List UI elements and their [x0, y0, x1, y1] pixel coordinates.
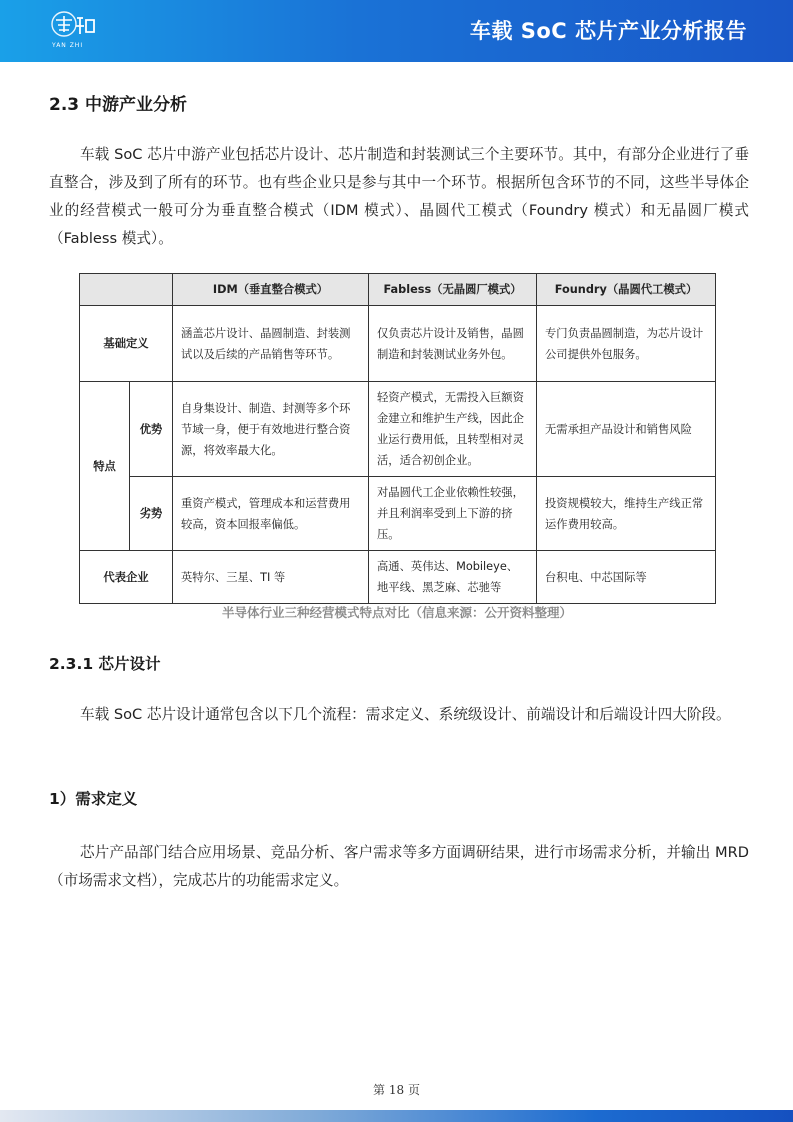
table-corner-cell	[80, 274, 173, 306]
step-heading: 1）需求定义	[49, 790, 138, 808]
table-cell: 对晶圆代工企业依赖性较强，并且利润率受到上下游的挤压。	[369, 477, 537, 551]
row-header-features: 特点	[80, 382, 130, 551]
page-header	[0, 0, 793, 62]
subsection-paragraph: 车载 SoC 芯片设计通常包含以下几个流程：需求定义、系统级设计、前端设计和后端设计四大阶段。	[80, 706, 731, 723]
table-cell: 轻资产模式，无需投入巨额资金建立和维护生产线，因此企业运行费用低，且转型相对灵活，适合初创企业。	[369, 382, 537, 477]
table-cell: 专门负责晶圆制造，为芯片设计公司提供外包服务。	[537, 306, 716, 382]
step-paragraph: 芯片产品部门结合应用场景、竞品分析、客户需求等多方面调研结果，进行市场需求分析，并输出 MRD（市场需求文档），完成芯片的功能需求定义。	[49, 844, 749, 889]
table-cell: 高通、英伟达、Mobileye、地平线、黑芝麻、芯驰等	[369, 551, 537, 604]
table-caption: 半导体行业三种经营模式特点对比（信息来源：公开资料整理）	[221, 605, 572, 620]
column-header-foundry: Foundry（晶圆代工模式）	[537, 274, 716, 306]
row-subheader-disadvantage: 劣势	[130, 477, 173, 551]
table-header-row	[80, 274, 716, 306]
business-model-comparison-table	[79, 273, 716, 604]
svg-text:YAN ZHI: YAN ZHI	[52, 42, 84, 49]
row-header-definition: 基础定义	[80, 306, 173, 382]
table-cell: 英特尔、三星、TI 等	[173, 551, 369, 604]
footer-bar	[0, 1110, 793, 1122]
table-row-definition	[80, 306, 716, 382]
row-header-companies: 代表企业	[80, 551, 173, 604]
table-row-advantage	[80, 382, 716, 477]
table-cell: 重资产模式，管理成本和运营费用较高，资本回报率偏低。	[173, 477, 369, 551]
report-title: 车载 SoC 芯片产业分析报告	[469, 19, 747, 43]
table-cell: 自身集设计、制造、封测等多个环节域一身，便于有效地进行整合资源，将效率最大化。	[173, 382, 369, 477]
table-cell: 仅负责芯片设计及销售，晶圆制造和封装测试业务外包。	[369, 306, 537, 382]
yanzhi-logo-icon	[50, 10, 98, 50]
table-row-companies	[80, 551, 716, 604]
row-subheader-advantage: 优势	[130, 382, 173, 477]
column-header-fabless: Fabless（无晶圆厂模式）	[369, 274, 537, 306]
table-cell: 投资规模较大，维持生产线正常运作费用较高。	[537, 477, 716, 551]
column-header-idm: IDM（垂直整合模式）	[173, 274, 369, 306]
section-intro-paragraph: 车载 SoC 芯片中游产业包括芯片设计、芯片制造和封装测试三个主要环节。其中，有部分企业进行了垂直整合，涉及到了所有的环节。也有些企业只是参与其中一个环节。根据所包含环节的不同，这些半导体企业的经营模式一般可分为垂直整合模式（IDM 模式）、晶圆代工模式（Foundry 模式）和无晶圆厂模式（Fabless 模式）。	[49, 146, 749, 247]
table-cell: 涵盖芯片设计、晶圆制造、封装测试以及后续的产品销售等环节。	[173, 306, 369, 382]
table-cell: 无需承担产品设计和销售风险	[537, 382, 716, 477]
subsection-heading: 2.3.1 芯片设计	[49, 655, 161, 673]
table-row-disadvantage	[80, 477, 716, 551]
section-heading: 2.3 中游产业分析	[49, 95, 188, 115]
table-cell: 台积电、中芯国际等	[537, 551, 716, 604]
page-number: 第 18 页	[373, 1083, 420, 1097]
